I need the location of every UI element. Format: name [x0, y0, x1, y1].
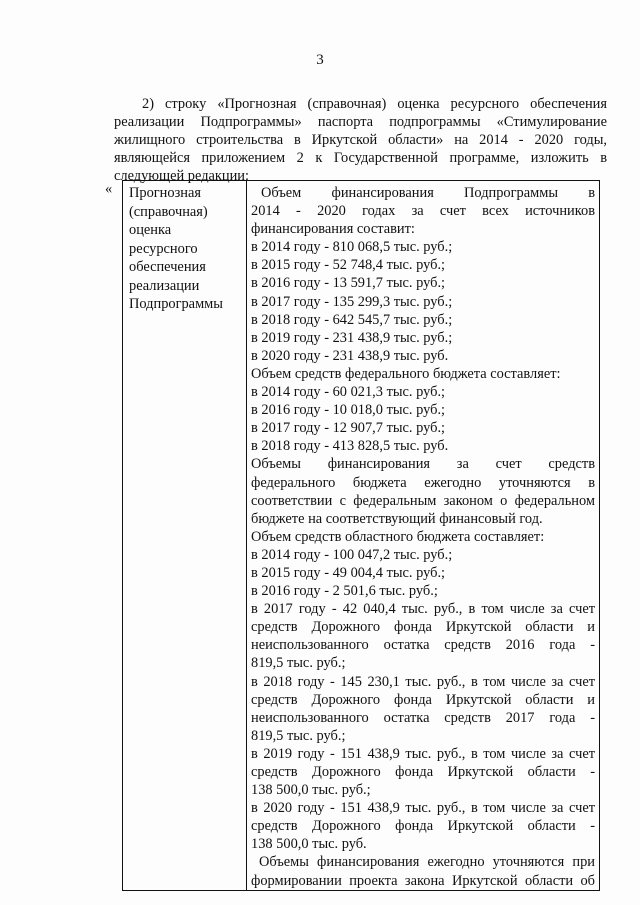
content-line: в 2014 году - 810 068,5 тыс. руб.;	[251, 239, 453, 256]
table-row	[123, 181, 600, 891]
content-line: 138 500,0 тыс. руб.;	[251, 782, 371, 799]
content-line: формировании проекта закона Иркутской области об	[251, 872, 595, 889]
row-content-cell	[247, 181, 600, 891]
content-line: Объемы финансирования ежегодно уточняются при	[259, 854, 595, 871]
content-line: в 2019 году - 151 438,9 тыс. руб., в том числе за счет	[251, 745, 595, 762]
content-line: Объем финансирования Подпрограммы в	[261, 185, 595, 201]
content-line: в 2018 году - 642 545,7 тыс. руб.;	[251, 311, 453, 328]
row-title-line: Прогнозная	[129, 185, 201, 201]
opening-quote: «	[105, 181, 113, 197]
intro-line: жилищного строительства в Иркутской области» на 2014 - 2020 годы,	[114, 132, 607, 149]
content-line: в 2020 году - 151 438,9 тыс. руб., в том числе за счет	[251, 800, 595, 817]
content-line: федерального бюджета ежегодно уточняются в	[251, 474, 595, 491]
content-line: в 2014 году - 60 021,3 тыс. руб.;	[251, 384, 446, 401]
intro-line: 2) строку «Прогнозная (справочная) оценка ресурсного обеспечения	[142, 96, 607, 112]
content-line: в 2017 году - 42 040,4 тыс. руб., в том числе за счет	[251, 601, 595, 618]
passport-table	[122, 180, 600, 891]
content-line: в 2019 году - 231 438,9 тыс. руб.;	[251, 329, 453, 346]
content-line: в 2016 году - 2 501,6 тыс. руб.;	[251, 583, 438, 600]
content-line: соответствии с федеральным законом о федеральном	[251, 492, 595, 509]
row-title-line: оценка	[129, 222, 172, 238]
content-line: бюджете на соответствующий финансовый год.	[251, 510, 543, 527]
content-line: в 2017 году - 135 299,3 тыс. руб.;	[251, 293, 453, 310]
page-number: 3	[316, 52, 324, 68]
row-title-cell	[123, 181, 247, 891]
intro-line: реализации Подпрограммы» паспорта подпрограммы «Стимулирование	[114, 114, 607, 131]
intro-paragraph	[114, 95, 607, 185]
content-line: в 2016 году - 10 018,0 тыс. руб.;	[251, 402, 446, 419]
content-line: Объемы финансирования за счет средств	[251, 456, 595, 473]
content-line: финансирования составит:	[251, 221, 415, 238]
row-title-line: ресурсного	[129, 240, 198, 257]
content-line: Объем средств федерального бюджета составляет:	[251, 365, 561, 382]
row-title-line: (справочная)	[129, 203, 208, 220]
row-title-line: обеспечения	[129, 259, 206, 275]
content-line: в 2017 году - 12 907,7 тыс. руб.;	[251, 420, 446, 437]
content-line: в 2016 году - 13 591,7 тыс. руб.;	[251, 275, 446, 292]
intro-line: следующей редакции:	[114, 168, 249, 185]
content-line: средств Дорожного фонда Иркутской области -	[251, 818, 595, 835]
content-line: неиспользованного остатка средств 2017 года -	[251, 709, 595, 726]
content-line: средств Дорожного фонда Иркутской области и	[251, 691, 595, 708]
content-line: средств Дорожного фонда Иркутской области и	[251, 619, 595, 636]
content-line: 2014 - 2020 годах за счет всех источников	[251, 203, 595, 220]
row-title-line: Подпрограммы	[129, 296, 223, 312]
content-line: Объем средств областного бюджета составляет:	[251, 528, 545, 545]
content-line: неиспользованного остатка средств 2016 года -	[251, 637, 595, 654]
content-line: в 2015 году - 52 748,4 тыс. руб.;	[251, 257, 446, 274]
intro-line: являющейся приложением 2 к Государственной программе, изложить в	[114, 150, 607, 167]
content-line: средств Дорожного фонда Иркутской области -	[251, 764, 595, 780]
content-line: 819,5 тыс. руб.;	[251, 655, 346, 672]
content-line: 138 500,0 тыс. руб.	[251, 836, 367, 853]
content-line: в 2018 году - 413 828,5 тыс. руб.	[251, 438, 449, 455]
content-line: в 2015 году - 49 004,4 тыс. руб.;	[251, 564, 446, 581]
content-line: в 2014 году - 100 047,2 тыс. руб.;	[251, 546, 453, 563]
content-line: в 2020 году - 231 438,9 тыс. руб.	[251, 347, 449, 364]
content-line: 819,5 тыс. руб.;	[251, 727, 346, 744]
content-line: в 2018 году - 145 230,1 тыс. руб., в том числе за счет	[251, 673, 595, 690]
row-title-line: реализации	[129, 277, 200, 294]
